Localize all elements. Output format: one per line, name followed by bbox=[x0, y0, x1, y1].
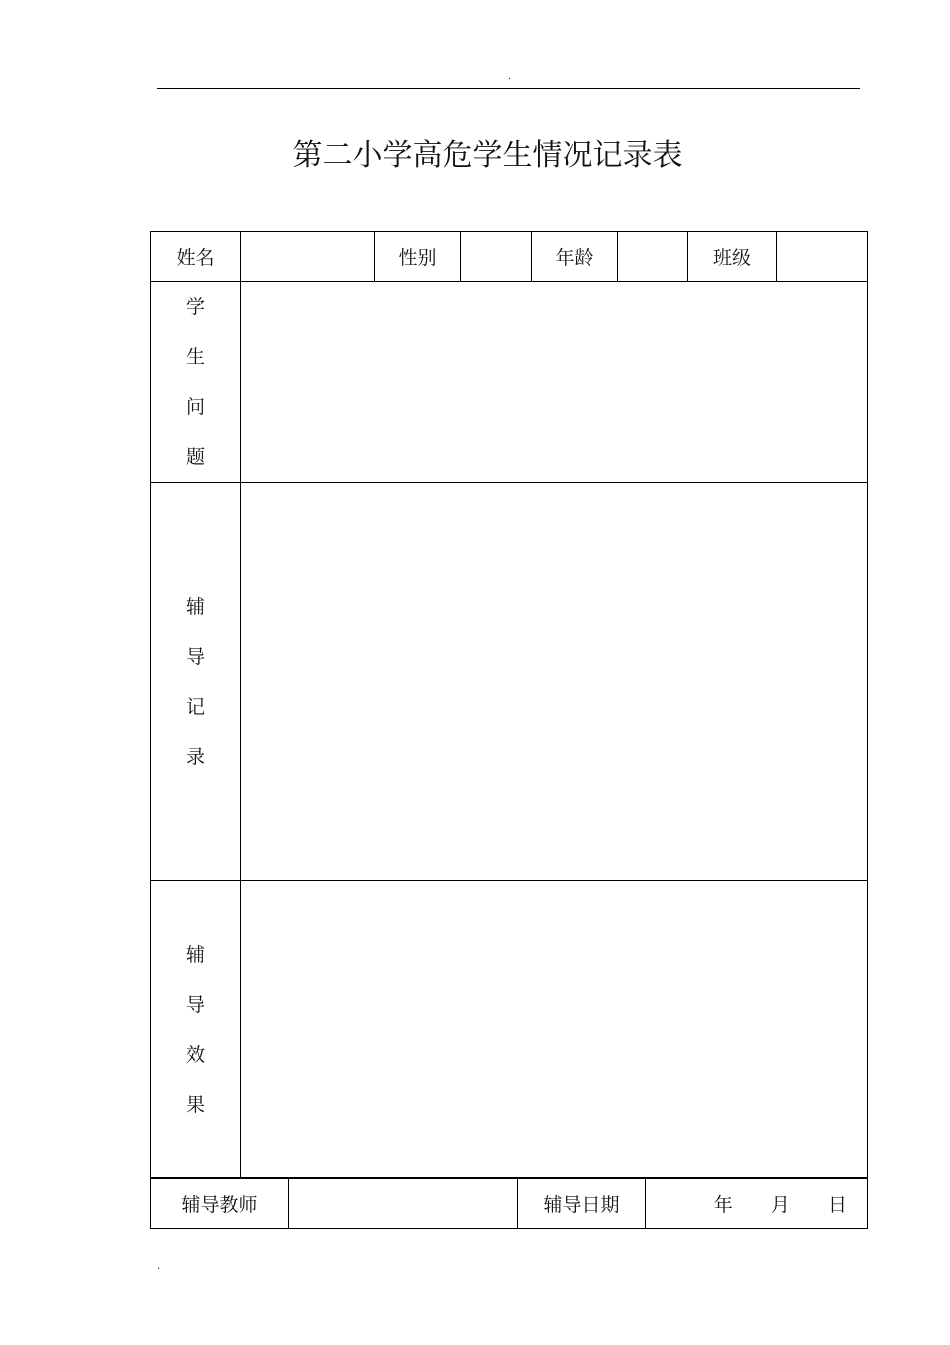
info-row bbox=[151, 232, 868, 282]
effect-label-char: 辅 bbox=[185, 943, 205, 966]
problem-content-cell[interactable] bbox=[241, 282, 868, 483]
problem-label-char: 问 bbox=[185, 396, 205, 418]
record-row bbox=[151, 483, 868, 881]
problem-row bbox=[151, 282, 868, 483]
date-label: 辅导日期 bbox=[518, 1178, 646, 1229]
name-value-cell[interactable] bbox=[241, 232, 375, 282]
day-label: 日 bbox=[827, 1193, 847, 1216]
effect-label-char: 效 bbox=[185, 1043, 205, 1066]
teacher-date-row bbox=[151, 1178, 868, 1229]
effect-content-cell[interactable] bbox=[241, 881, 868, 1179]
problem-label-char: 学 bbox=[185, 296, 205, 318]
teacher-value-cell[interactable] bbox=[289, 1178, 518, 1229]
record-form-table bbox=[150, 231, 868, 1179]
problem-label-char: 题 bbox=[185, 446, 205, 468]
effect-label-char: 果 bbox=[185, 1093, 205, 1116]
month-label: 月 bbox=[770, 1193, 790, 1216]
name-label: 姓名 bbox=[151, 232, 241, 282]
footer-form-table bbox=[150, 1177, 868, 1229]
record-label-char: 辅 bbox=[185, 595, 205, 618]
effect-label bbox=[151, 881, 241, 1179]
gender-value-cell[interactable] bbox=[461, 232, 532, 282]
year-label: 年 bbox=[713, 1193, 733, 1216]
footer-dot: . bbox=[157, 1261, 161, 1272]
gender-label: 性别 bbox=[375, 232, 461, 282]
record-content-cell[interactable] bbox=[241, 483, 868, 881]
header-rule bbox=[157, 88, 860, 89]
teacher-label: 辅导教师 bbox=[151, 1178, 289, 1229]
header-dot: . bbox=[508, 71, 512, 82]
age-label: 年龄 bbox=[532, 232, 618, 282]
page-title: 第二小学高危学生情况记录表 bbox=[292, 138, 683, 173]
record-label-char: 录 bbox=[185, 745, 205, 768]
class-label: 班级 bbox=[688, 232, 777, 282]
problem-label bbox=[151, 282, 241, 483]
record-label-char: 记 bbox=[185, 695, 205, 718]
effect-label-char: 导 bbox=[185, 993, 205, 1016]
record-label bbox=[151, 483, 241, 881]
effect-row bbox=[151, 881, 868, 1179]
date-value-cell[interactable] bbox=[646, 1178, 868, 1229]
class-value-cell[interactable] bbox=[777, 232, 868, 282]
problem-label-char: 生 bbox=[185, 346, 205, 368]
age-value-cell[interactable] bbox=[618, 232, 688, 282]
record-label-char: 导 bbox=[185, 645, 205, 668]
